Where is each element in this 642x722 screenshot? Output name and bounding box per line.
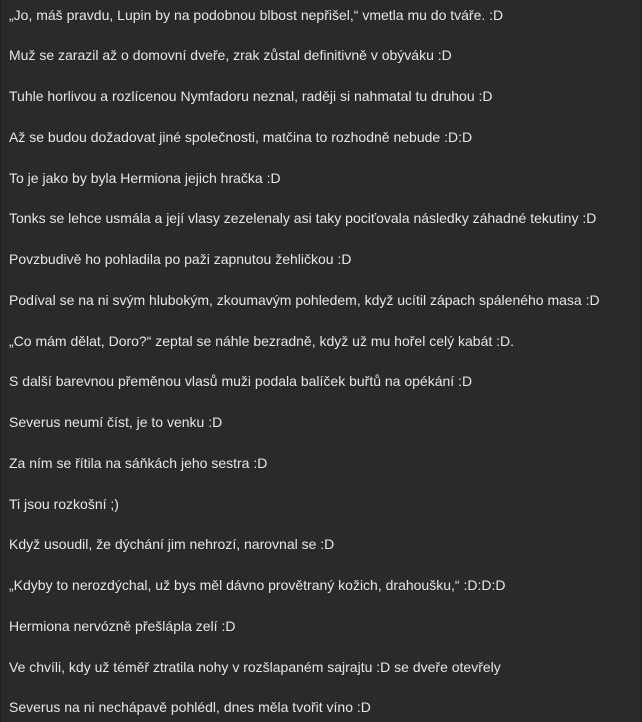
quote-line: To je jako by byla Hermiona jejich hračka :D — [9, 170, 281, 186]
quote-line: Muž se zarazil až o domovní dveře, zrak zůstal definitivně v obýváku :D — [9, 47, 452, 63]
quote-line: Za ním se řítila na sáňkách jeho sestra :D — [9, 455, 268, 471]
quote-line: Ve chvíli, kdy už téměř ztratila nohy v rozšlapaném sajrajtu :D se dveře otevřely — [9, 659, 501, 675]
quote-line: „Co mám dělat, Doro?“ zeptal se náhle bezradně, když už mu hořel celý kabát :D. — [9, 333, 515, 349]
quote-line: „Kdyby to nerozdýchal, už bys měl dávno provětraný kožich, drahoušku,“ :D:D:D — [9, 577, 506, 593]
quote-line: Podíval se na ni svým hlubokým, zkoumavým pohledem, když ucítil zápach spáleného masa :D — [9, 292, 600, 308]
quote-line: Hermiona nervózně přešlápla zelí :D — [9, 618, 236, 634]
quote-line: Severus na ni nechápavě pohlédl, dnes měla tvořit víno :D — [9, 699, 371, 715]
quote-line: Když usoudil, že dýchání jim nehrozí, narovnal se :D — [9, 536, 335, 552]
quote-line: „Jo, máš pravdu, Lupin by na podobnou blbost nepřišel,“ vmetla mu do tváře. :D — [9, 7, 504, 23]
quote-line: Severus neumí číst, je to venku :D — [9, 414, 223, 430]
quote-line: Tuhle horlivou a rozlícenou Nymfadoru neznal, raději si nahmatal tu druhou :D — [9, 88, 493, 104]
quote-line: Povzbudivě ho pohladila po paži zapnutou žehličkou :D — [9, 251, 352, 267]
quote-line: Až se budou dožadovat jiné společnosti, matčina to rozhodně nebude :D:D — [9, 129, 473, 145]
quote-line: Ti jsou rozkošní ;) — [9, 496, 119, 512]
quote-line: S další barevnou přeměnou vlasů muži podala balíček buřtů na opékání :D — [9, 373, 473, 389]
quote-line: Tonks se lehce usmála a její vlasy zezelenaly asi taky pociťovala následky záhadné tekutiny :D — [9, 210, 597, 226]
